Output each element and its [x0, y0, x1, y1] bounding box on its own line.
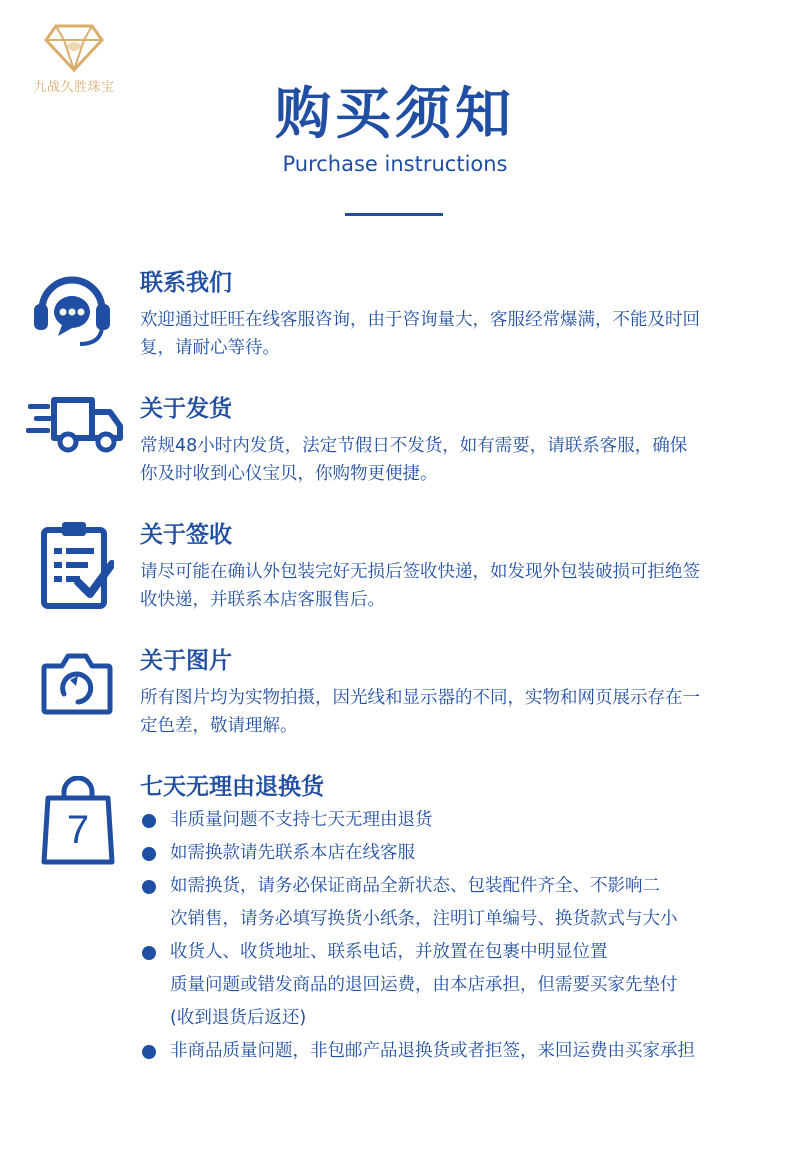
body-line: 所有图片均为实物拍摄，因光线和显示器的不同，实物和网页展示存在一	[140, 688, 700, 708]
bullet-dot	[142, 847, 156, 861]
bullet-dot	[142, 814, 156, 828]
section-body	[140, 558, 770, 614]
section-signing	[0, 516, 790, 626]
section-title: 关于签收	[140, 522, 232, 548]
page-title: 购买须知	[275, 82, 515, 147]
page-subtitle: Purchase instructions	[282, 152, 508, 176]
list-item-line: (收到退货后返还)	[170, 1008, 307, 1028]
list-item-line: 收货人、收货地址、联系电话，并放置在包裹中明显位置	[170, 942, 608, 962]
bullet-dot	[142, 946, 156, 960]
list-item	[140, 936, 780, 1035]
brand-name: 九战久胜珠宝	[33, 80, 115, 95]
body-line: 欢迎通过旺旺在线客服咨询，由于咨询量大，客服经常爆满，不能及时回	[140, 310, 700, 330]
section-title: 七天无理由退换货	[140, 774, 324, 800]
bullet-dot	[142, 880, 156, 894]
list-item-line: 质量问题或错发商品的退回运费，由本店承担，但需要买家先垫付	[170, 975, 678, 995]
list-item	[140, 1035, 780, 1068]
section-returns	[0, 768, 790, 1088]
section-title: 关于图片	[140, 648, 232, 674]
list-item-line: 如需换货，请务必保证商品全新状态、包装配件齐全、不影响二	[170, 876, 660, 896]
list-item	[140, 804, 780, 837]
delivery-truck-icon	[26, 392, 124, 454]
bag-number: 7	[66, 808, 90, 852]
title-divider	[345, 213, 443, 216]
diamond-logo-icon	[44, 22, 104, 72]
body-line: 定色差，敬请理解。	[140, 716, 298, 736]
list-item-line: 非质量问题不支持七天无理由退货	[170, 810, 433, 830]
section-title: 联系我们	[140, 270, 232, 296]
list-item	[140, 870, 780, 936]
section-body	[140, 306, 770, 362]
returns-list	[140, 804, 780, 1068]
body-line: 你及时收到心仪宝贝，你购物更便捷。	[140, 464, 438, 484]
body-line: 收快递，并联系本店客服售后。	[140, 590, 385, 610]
clipboard-check-icon	[40, 520, 114, 610]
body-line: 常规48小时内发货，法定节假日不发货，如有需要，请联系客服，确保	[140, 436, 688, 456]
section-body	[140, 684, 770, 740]
list-item	[140, 837, 780, 870]
list-item-line: 非商品质量问题，非包邮产品退换货或者拒签，来回运费由买家承担	[170, 1041, 695, 1061]
section-contact	[0, 264, 790, 374]
section-title: 关于发货	[140, 396, 232, 422]
list-item-line: 如需换款请先联系本店在线客服	[170, 843, 415, 863]
shopping-bag-seven-icon	[40, 776, 116, 868]
headset-chat-icon	[32, 270, 112, 350]
section-body	[140, 432, 770, 488]
section-shipping	[0, 390, 790, 500]
camera-icon	[40, 650, 114, 716]
list-item-line: 次销售，请务必填写换货小纸条，注明订单编号、换货款式与大小	[170, 909, 678, 929]
body-line: 请尽可能在确认外包装完好无损后签收快递，如发现外包装破损可拒绝签	[140, 562, 700, 582]
bullet-dot	[142, 1045, 156, 1059]
section-photos	[0, 642, 790, 752]
body-line: 复，请耐心等待。	[140, 338, 280, 358]
